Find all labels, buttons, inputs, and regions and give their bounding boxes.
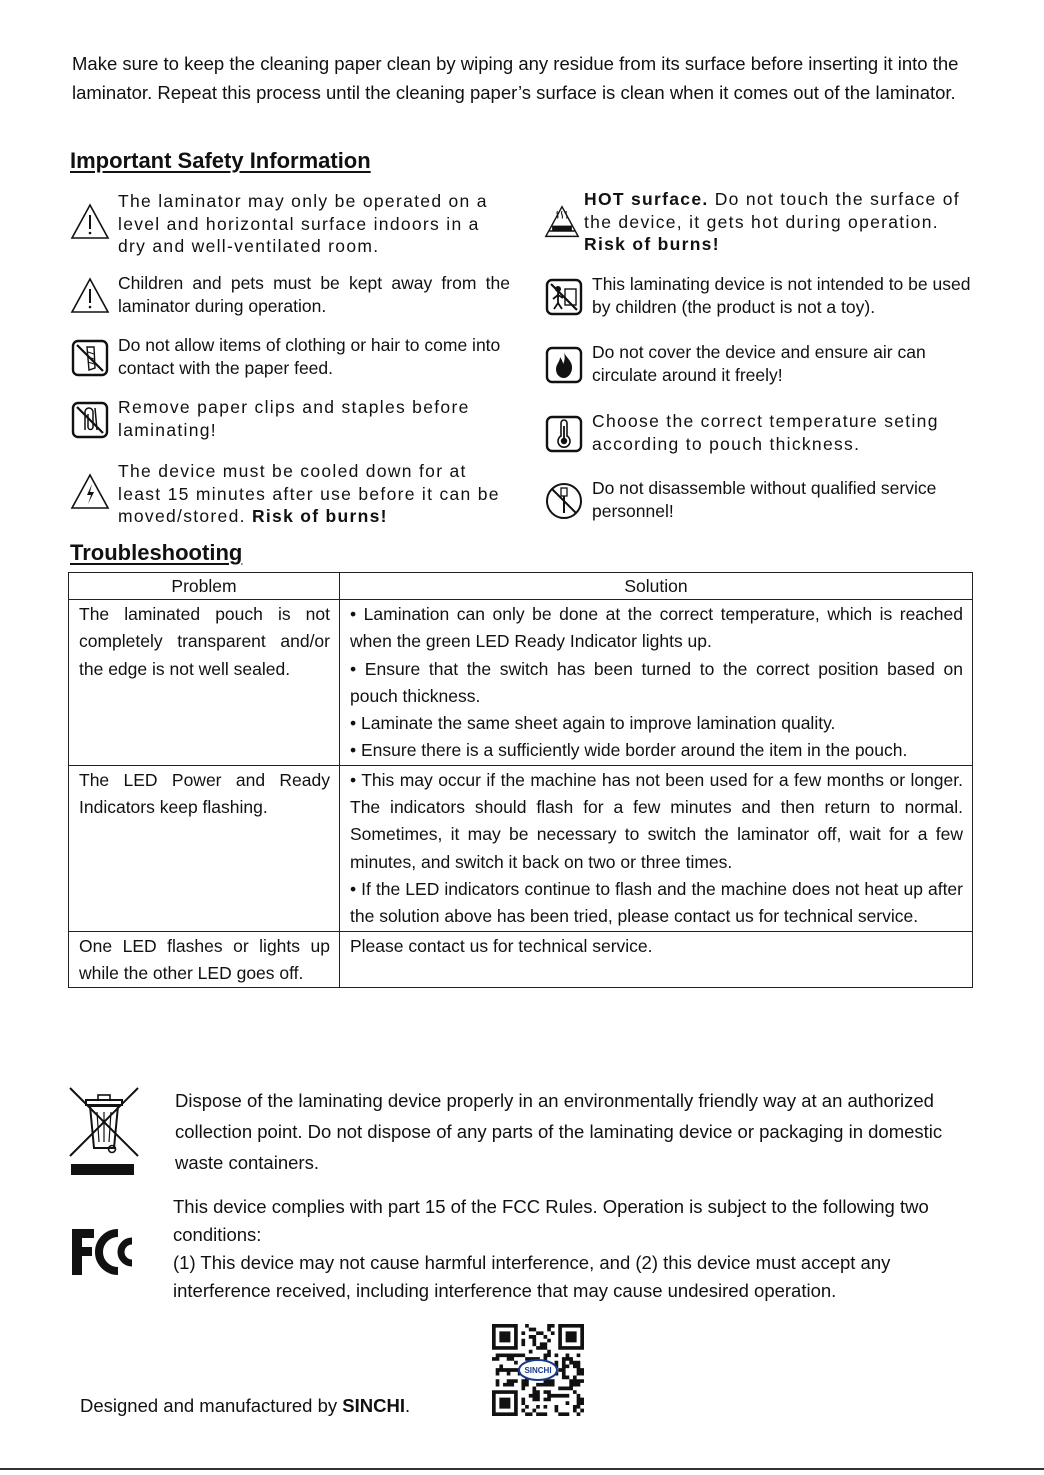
safety-text bbox=[118, 460, 510, 528]
column-header-problem: Problem bbox=[69, 573, 340, 600]
hot-surface-label: HOT surface. bbox=[584, 189, 709, 209]
no-clothing-hair-icon bbox=[70, 338, 110, 378]
safety-item-hot-surface bbox=[544, 188, 984, 256]
solution-item: Please contact us for technical service. bbox=[350, 935, 653, 956]
safety-text-part: Do not touch the surface of the device, it gets hot during operation. bbox=[584, 189, 960, 232]
flame-icon bbox=[544, 345, 584, 385]
manufacturer-line bbox=[80, 1395, 410, 1417]
safety-text-part: The device must be cooled down for at least 15 minutes after use before it can be moved/stored. bbox=[118, 461, 500, 526]
safety-text: Do not disassemble without qualified service personnel! bbox=[592, 478, 937, 521]
manufacturer-prefix: Designed and manufactured by bbox=[80, 1395, 343, 1416]
disposal-text: Dispose of the laminating device properly in an environmentally friendly way at an authorized collection point. Do not dispose of any parts of the laminating device or packaging in domestic waste containers. bbox=[175, 1090, 943, 1173]
safety-heading: Important Safety Information bbox=[70, 148, 371, 173]
safety-item-not-for-children bbox=[544, 273, 984, 318]
problem-cell: One LED flashes or lights up while the other LED goes off. bbox=[69, 931, 340, 988]
solution-item: • Laminate the same sheet again to improve lamination quality. bbox=[350, 713, 836, 734]
solution-item: • If the LED indicators continue to flash and the machine does not heat up after the solution above has been tried, please contact us for technical service. bbox=[350, 878, 963, 927]
safety-text: Children and pets must be kept away from the laminator during operation. bbox=[118, 273, 510, 316]
solution-cell bbox=[340, 931, 973, 988]
safety-text: Do not allow items of clothing or hair to come into contact with the paper feed. bbox=[118, 335, 501, 378]
safety-text: The laminator may only be operated on a level and horizontal surface indoors in a dry and well-ventilated room. bbox=[118, 191, 488, 256]
fcc-line-2: (1) This device may not cause harmful interference, and (2) this device must accept any interference received, including interference that may cause undesired operation. bbox=[173, 1252, 891, 1301]
troubleshooting-heading: Troubleshooting bbox=[70, 540, 243, 565]
solution-item: • Ensure there is a sufficiently wide border around the item in the pouch. bbox=[350, 740, 908, 761]
troubleshooting-table bbox=[68, 572, 973, 988]
no-paper-clips-icon bbox=[70, 400, 110, 440]
safety-text: Remove paper clips and staples before laminating! bbox=[118, 397, 470, 440]
table-row bbox=[69, 931, 973, 988]
safety-text: This laminating device is not intended to be used by children (the product is not a toy). bbox=[592, 274, 971, 317]
table-row bbox=[69, 600, 973, 766]
safety-item-ventilation bbox=[544, 341, 984, 386]
bottom-rule bbox=[0, 1468, 1044, 1470]
safety-text: Choose the correct temperature seting according to pouch thickness. bbox=[592, 411, 939, 454]
risk-of-burns-label: Risk of burns! bbox=[251, 506, 388, 526]
risk-of-burns-label: Risk of burns! bbox=[584, 234, 720, 254]
solution-cell bbox=[340, 600, 973, 766]
brand-name: SINCHI bbox=[342, 1395, 405, 1416]
solution-item: • This may occur if the machine has not been used for a few months or longer. The indicators should flash for a few minutes and then return to normal. Sometimes, it may be necessary to switch the laminator off, wait for a few minutes, and switch it back on two or three times. bbox=[350, 769, 963, 872]
safety-item-paper-clips bbox=[70, 396, 510, 441]
qr-logo-label: SINCHI bbox=[524, 1366, 552, 1375]
safety-item-temperature bbox=[544, 410, 984, 455]
safety-item-level-surface bbox=[70, 190, 510, 258]
no-disassembly-icon bbox=[544, 481, 584, 521]
safety-item-children-pets bbox=[70, 272, 510, 317]
warning-triangle-icon bbox=[70, 276, 110, 316]
solution-cell bbox=[340, 765, 973, 931]
safety-item-cool-down bbox=[70, 460, 510, 528]
fcc-logo-icon bbox=[70, 1227, 140, 1277]
problem-cell: The laminated pouch is not completely transparent and/or the edge is not well sealed. bbox=[69, 600, 340, 766]
intro-paragraph: Make sure to keep the cleaning paper clean by wiping any residue from its surface before inserting it into the laminator. Repeat this process until the cleaning paper’s surface is clean when it comes out of the laminator. bbox=[72, 53, 959, 103]
crossed-bin-icon bbox=[66, 1086, 142, 1178]
hot-surface-icon bbox=[544, 202, 580, 242]
burn-warning-icon bbox=[70, 472, 110, 512]
solution-item: • Ensure that the switch has been turned to the correct position based on pouch thickness. bbox=[350, 658, 963, 706]
qr-code[interactable] bbox=[492, 1324, 584, 1416]
safety-item-disassemble bbox=[544, 477, 984, 522]
solution-item: • Lamination can only be done at the correct temperature, which is reached when the green LED Ready Indicator lights up. bbox=[350, 604, 963, 652]
manufacturer-suffix: . bbox=[404, 1395, 411, 1416]
thermometer-icon bbox=[544, 414, 584, 454]
warning-triangle-icon bbox=[70, 202, 110, 242]
column-header-solution: Solution bbox=[340, 573, 973, 600]
fcc-statement bbox=[173, 1193, 983, 1305]
problem-cell: The LED Power and Ready Indicators keep flashing. bbox=[69, 765, 340, 931]
table-row bbox=[69, 765, 973, 931]
table-header-row bbox=[69, 573, 973, 600]
safety-text: Do not cover the device and ensure air can circulate around it freely! bbox=[592, 342, 926, 385]
safety-text bbox=[584, 188, 980, 256]
safety-item-clothing-hair bbox=[70, 334, 510, 379]
not-for-children-icon bbox=[544, 277, 584, 317]
fcc-line-1: This device complies with part 15 of the FCC Rules. Operation is subject to the following two conditions: bbox=[173, 1196, 929, 1245]
